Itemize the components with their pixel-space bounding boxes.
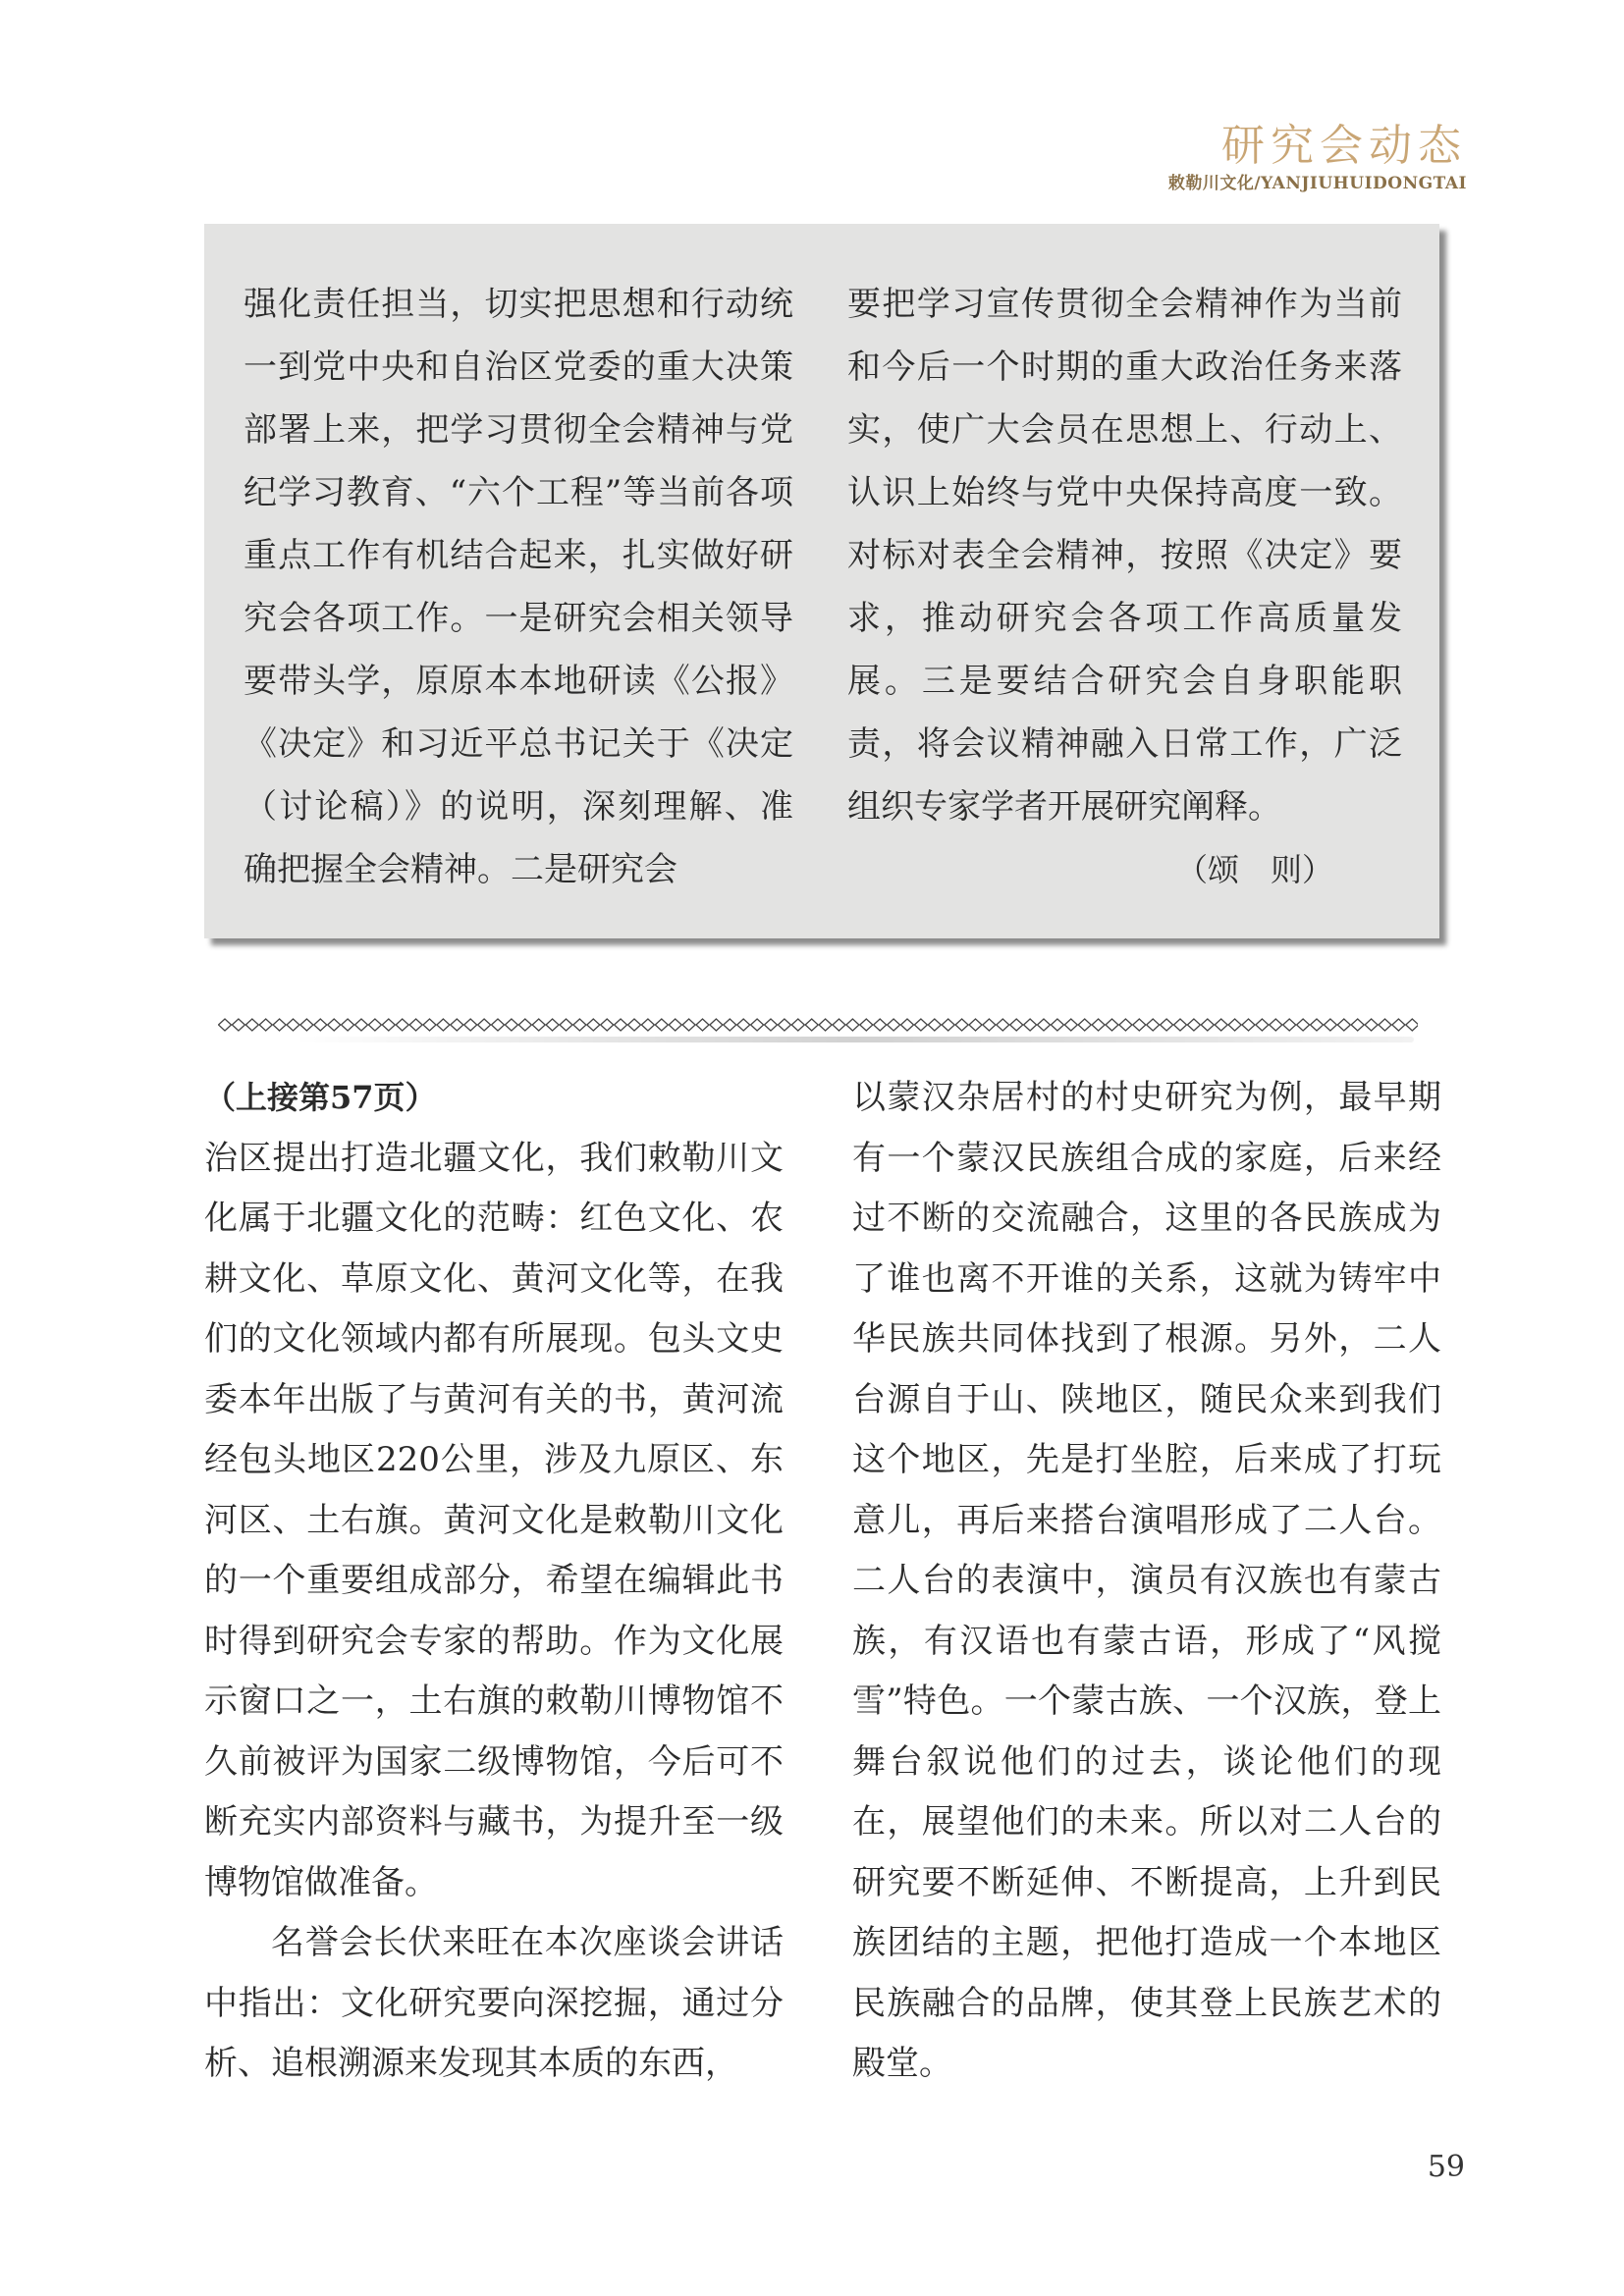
box-right-text: 要把学习宣传贯彻全会精神作为当前和今后一个时期的重大政治任务来落实，使广大会员在思想上、行动上、认识上始终与党中央保持高度一致。对标对表全会精神，按照《决定》要求，推动研究会各项工作高质量发展。三是要结合研究会自身职能职责，将会议精神融入日常工作，广泛组织专家学者开展研究阐释。 [847, 285, 1402, 827]
box-left-text: 强化责任担当，切实把思想和行动统一到党中央和自治区党委的重大决策部署上来，把学习贯彻全会精神与党纪学习教育、“六个工程”等当前各项重点工作有机结合起来，扎实做好研究会各项工作。一是研究会相关领导要带头学，原原本本地研读《公报》《决定》和习近平总书记关于《决定（讨论稿）》的说明，深刻理解、准确把握全会精神。二是研究会 [244, 285, 793, 889]
box-right-column [847, 273, 1402, 901]
article-right-column [852, 1068, 1441, 2095]
continued-note: （上接第57页） [204, 1079, 437, 1116]
box-left-column [244, 273, 793, 901]
section-subtitle: 敕勒川文化/YANJIUHUIDONGTAI [1167, 174, 1467, 193]
author-signature: （颂 则） [1175, 851, 1333, 888]
divider-shadow [295, 1037, 1414, 1042]
article-left-paragraph-1: 治区提出打造北疆文化，我们敕勒川文化属于北疆文化的范畴：红色文化、农耕文化、草原文化、黄河文化等，在我们的文化领域内都有所展现。包头文史委本年出版了与黄河有关的书，黄河流经包头地区220公里，涉及九原区、东河区、土右旗。黄河文化是敕勒川文化的一个重要组成部分，希望在编辑此书时得到研究会专家的帮助。作为文化展示窗口之一，土右旗的敕勒川博物馆不久前被评为国家二级博物馆，今后可不断充实内部资料与藏书，为提升至一级博物馆做准备。 [204, 1138, 784, 1902]
section-title: 研究会动态 [1221, 121, 1467, 171]
diamond-divider [218, 1015, 1418, 1035]
article-left-paragraph-2: 名誉会长伏来旺在本次座谈会讲话中指出：文化研究要向深挖掘，通过分析、追根溯源来发现其本质的东西， [204, 1923, 784, 2083]
news-box [204, 224, 1439, 938]
article-left-column [204, 1068, 784, 2095]
article-right-paragraph-1: 以蒙汉杂居村的村史研究为例，最早期有一个蒙汉民族组合成的家庭，后来经过不断的交流融合，这里的各民族成为了谁也离不开谁的关系，这就为铸牢中华民族共同体找到了根源。另外，二人台源自于山、陕地区，随民众来到我们这个地区，先是打坐腔，后来成了打玩意儿，再后来搭台演唱形成了二人台。二人台的表演中，演员有汉族也有蒙古族，有汉语也有蒙古语，形成了“风搅雪”特色。一个蒙古族、一个汉族，登上舞台叙说他们的过去，谈论他们的现在，展望他们的未来。所以对二人台的研究要不断延伸、不断提高，上升到民族团结的主题，把他打造成一个本地区民族融合的品牌，使其登上民族艺术的殿堂。 [852, 1078, 1441, 2083]
page-number: 59 [1427, 2150, 1465, 2184]
